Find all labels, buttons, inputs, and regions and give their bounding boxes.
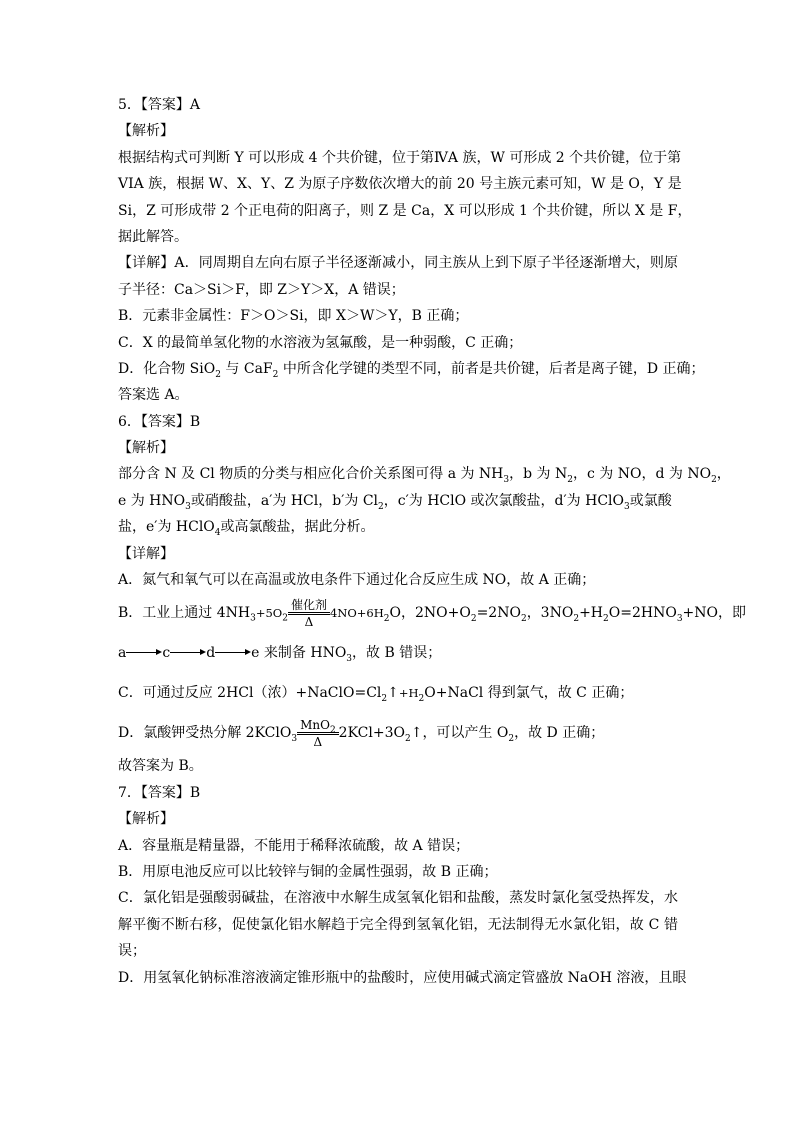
arrow-right-icon [215, 648, 251, 658]
arrow-right-icon [170, 648, 206, 658]
q7-line: D．用氢氧化钠标准溶液滴定锥形瓶中的盐酸时，应使用碱式滴定管盛放 NaOH 溶液，且眼 [118, 969, 687, 986]
q5-analysis-line: Si，Z 可形成带 2 个正电荷的阳离子，则 Z 是 Ca，X 可以形成 1 个共价键，所以 X 是 F， [118, 202, 692, 219]
q6-analysis-line: 盐，e′为 HClO$_4$或高氯酸盐，据此分析。 [118, 519, 375, 539]
q5-analysis-line: VIA 族，根据 W、X、Y、Z 为原子序数依次增大的前 20 号主族元素可知，W 是 O，Y 是 [118, 176, 682, 193]
q7-line: A．容量瓶是精量器，不能用于稀释浓硫酸，故 A 错误； [118, 837, 470, 854]
q5-analysis-line: 根据结构式可判断 Y 可以形成 4 个共价键，位于第ⅣA 族，W 可形成 2 个共价键，位于第 [118, 149, 682, 166]
q6-analysis-line: e 为 $HNO_3$或硝酸盐，a′为 HCl，b′为 $Cl_2$，c′为 HClO 或次氯酸盐，d′为 HClO$_3$或氯酸 [118, 492, 672, 512]
arrow-right-icon [126, 648, 162, 658]
q5-analysis-label: 【解析】 [118, 123, 174, 140]
document-page [118, 92, 747, 991]
q6-detail-label: 【详解】 [118, 545, 174, 562]
q5-answer: 5．【答案】A [118, 97, 201, 113]
q5-detail-line: 子半径：Ca＞Si＞F，即 Z＞Y＞X，A 错误； [118, 281, 405, 298]
q7-line: 误； [118, 943, 146, 960]
q6-detail-d: D．氯酸钾受热分解 2KClO$_3$ $\frac{MnO_2}{\Delta}$ $2KCl+3O_2↑$，可以产生 $O_2$，故 D 正确； [118, 717, 605, 749]
q6-analysis-label: 【解析】 [118, 440, 174, 457]
q7-answer: 7．【答案】B [118, 784, 201, 801]
q6-detail-b-chain: a c d e 来制备 $HNO_3$，故 B 错误； [118, 645, 442, 665]
q6-analysis-line: 部分含 N 及 Cl 物质的分类与相应化合价关系图可得 a 为 $NH_3$，b 为 $N_2$，c 为 NO，d 为 $NO_2$， [118, 466, 731, 486]
q6-detail-b: B．工业上通过 $4NH_3+5O_2$ $\frac{\text{催化剂}}{\Delta}$ $4NO+6H_2O$，$2NO+O_2=2NO_2$，$3NO_2+H_2O=2HNO_3+NO$，即 [118, 597, 747, 629]
reaction-condition: $\frac{MnO_2}{\Delta}$ [297, 718, 339, 749]
q5-analysis-line: 据此解答。 [118, 228, 188, 245]
q6-answer: 6．【答案】B [118, 413, 201, 430]
q5-conclusion: 答案选 A。 [118, 387, 189, 404]
q6-detail-a: A．氮气和氧气可以在高温或放电条件下通过化合反应生成 NO，故 A 正确； [118, 572, 596, 589]
q7-analysis-label: 【解析】 [118, 811, 174, 828]
q5-detail-line: 【详解】A．同周期自左向右原子半径逐渐减小，同主族从上到下原子半径逐渐增大，则原 [118, 255, 678, 272]
q5-detail-line: C．X 的最简单氢化物的水溶液为氢氟酸，是一种弱酸，C 正确； [118, 334, 523, 351]
q7-line: B．用原电池反应可以比较锌与铜的金属性强弱，故 B 正确； [118, 863, 498, 880]
q5-detail-d: D．化合物 SiO$_2$ 与 CaF$_2$ 中所含化学键的类型不同，前者是共价键，后者是离子键，D 正确； [118, 360, 705, 380]
q7-line: C．氯化铝是强酸弱碱盐，在溶液中水解生成氢氧化铝和盐酸，蒸发时氯化氢受热挥发，水 [118, 890, 678, 907]
q7-line: 解平衡不断右移，促使氯化铝水解趋于完全得到氢氧化铝，无法制得无水氯化铝，故 C 错 [118, 916, 678, 933]
q6-detail-c: C．可通过反应 2HCl（浓）$+NaClO=Cl_2↑+H_2O+NaCl$ 得到氯气，故 C 正确； [118, 685, 634, 705]
q5-detail-line: B．元素非金属性：F＞O＞Si，即 X＞W＞Y，B 正确； [118, 308, 469, 325]
q6-conclusion: 故答案为 B。 [118, 758, 203, 775]
reaction-condition: $\frac{\text{催化剂}}{\Delta}$ [288, 598, 330, 629]
